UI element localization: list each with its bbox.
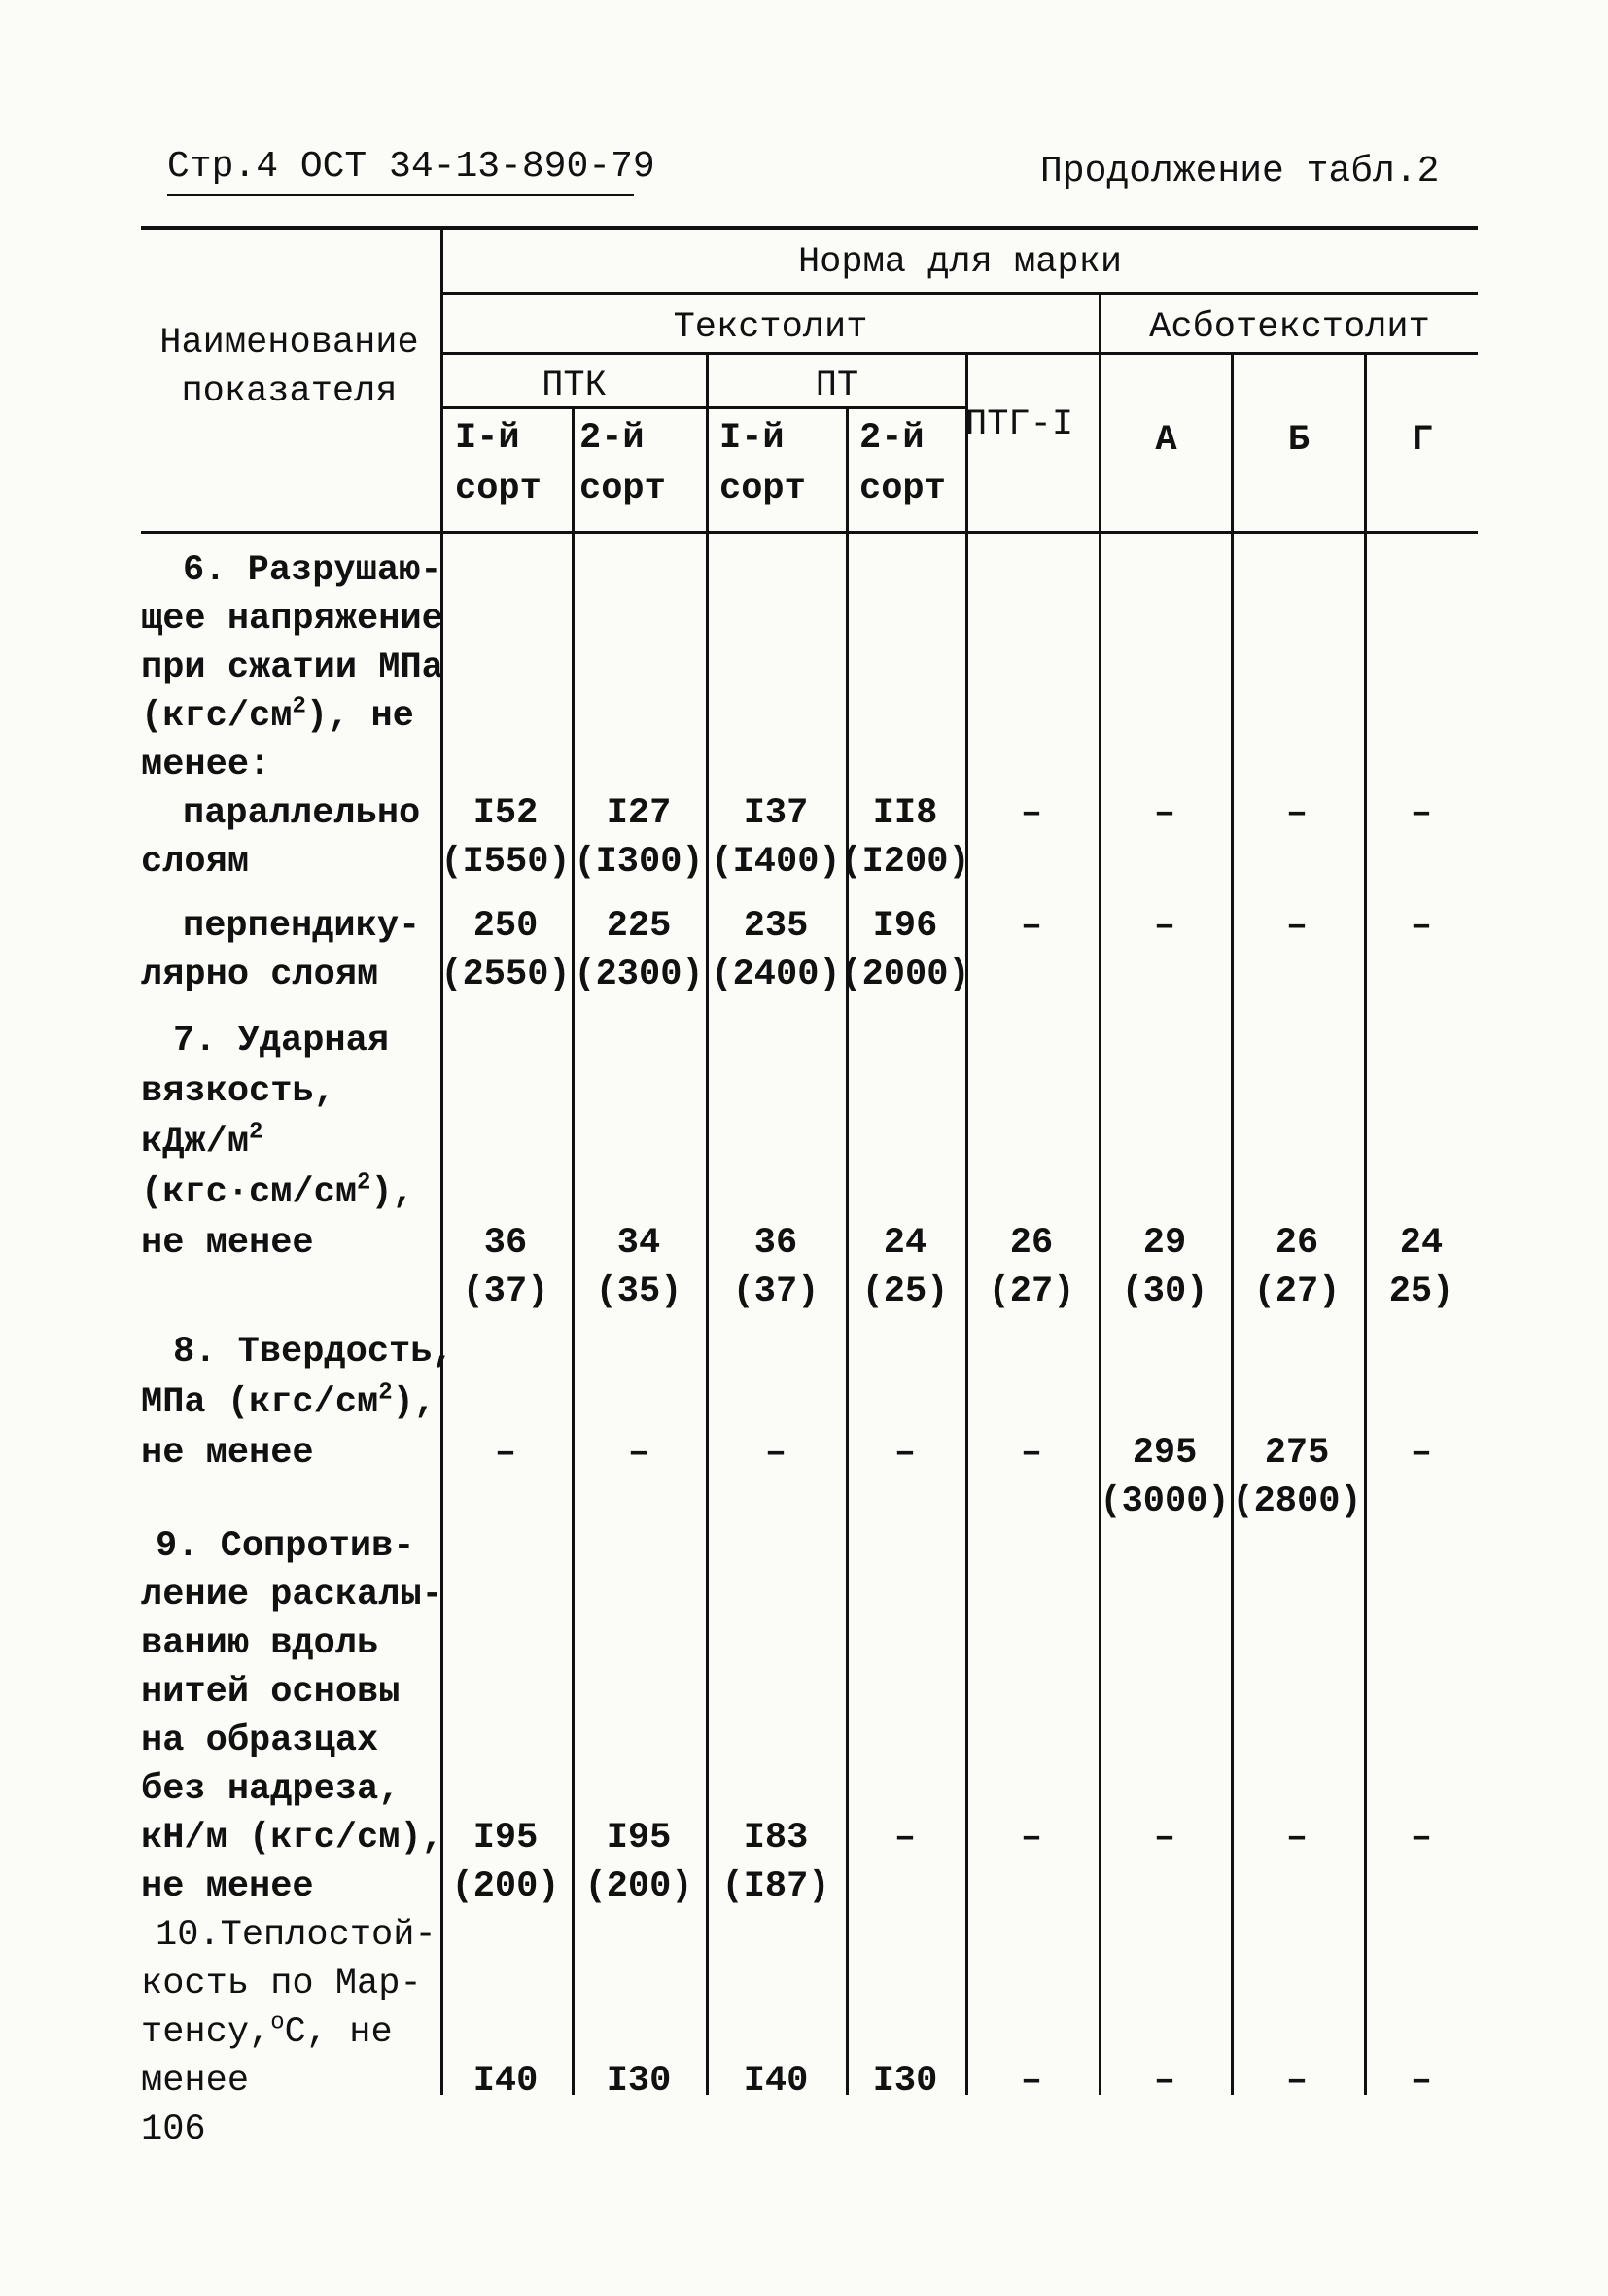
r6-parallel-col2-line2: (I300) (574, 842, 704, 883)
grade-ptk2-l1: 2-й (579, 418, 645, 459)
sub-pt: ПТ (815, 365, 859, 406)
r10-title-3: тенсу,$^o$C, не (141, 2009, 393, 2053)
col-g: Г (1411, 420, 1434, 461)
indicator-name-line2: показателя (181, 371, 398, 412)
r6-title-2: щее напряжение (141, 599, 443, 640)
r7-value-col4-line2: (25) (861, 1271, 949, 1312)
r10-title-2: кость по Мар- (141, 1964, 422, 2004)
r6-parallel-label-1: параллельно (183, 793, 421, 834)
grade-pt2-l1: 2-й (859, 418, 925, 459)
grade-pt2-l2: сорт (859, 469, 946, 509)
r9-value-col2-line2: (200) (584, 1866, 693, 1907)
r6-perp-label-1: перпендику- (183, 906, 421, 947)
r7-value-col6-line1: 29 (1142, 1223, 1187, 1264)
r8-value-col5-line1: – (1020, 1433, 1043, 1474)
r7-value-col2-line1: 34 (616, 1223, 661, 1264)
r7-value-col6-line2: (30) (1121, 1271, 1208, 1312)
r8-value-col1-line1: – (494, 1433, 517, 1474)
r9-title-1: 9. Сопротив- (156, 1526, 415, 1567)
r6-parallel-col3-line1: I37 (743, 793, 809, 834)
r9-value-col1-line1: I95 (472, 1818, 539, 1859)
rule-under-groups (442, 352, 1478, 355)
r6-title-1: 6. Разрушаю- (183, 550, 442, 591)
r6-parallel-col5-line1: – (1020, 793, 1043, 834)
r6-parallel-col6-line1: – (1153, 793, 1176, 834)
r6-perp-col2-line2: (2300) (574, 955, 704, 995)
r7-value-col4-line1: 24 (883, 1223, 927, 1264)
col-ptg: ПТГ-I (965, 404, 1074, 445)
r6-perp-col8-line1: – (1410, 906, 1433, 947)
r6-perp-col4-line2: (2000) (840, 955, 970, 995)
group-asbotextolite: Асботекстолит (1149, 307, 1430, 348)
r9-title-4: нитей основы (141, 1672, 401, 1713)
r7-value-col3-line1: 36 (753, 1223, 798, 1264)
r8-title-3: не менее (141, 1433, 314, 1474)
r9-value-col3-line2: (I87) (721, 1866, 830, 1907)
r6-parallel-col3-line2: (I400) (711, 842, 841, 883)
r6-perp-col3-line1: 235 (743, 906, 809, 947)
norm-for-grade: Норма для марки (797, 242, 1123, 283)
r10-value-col3-line1: I40 (743, 2061, 809, 2102)
r10-value-col4-line1: I30 (872, 2061, 938, 2102)
r6-title-5: менее: (141, 745, 271, 785)
r7-value-col7-line2: (27) (1253, 1271, 1341, 1312)
r7-title-5: не менее (141, 1223, 314, 1264)
r7-title-1: 7. Ударная (173, 1021, 390, 1061)
r6-perp-col7-line1: – (1285, 906, 1309, 947)
r6-parallel-col8-line1: – (1410, 793, 1433, 834)
r9-title-3: ванию вдоль (141, 1623, 379, 1664)
grade-ptk1-l1: I-й (455, 418, 520, 459)
r10-value-col5-line1: – (1020, 2061, 1043, 2102)
page-header-left: Стр.4 ОСТ 34-13-890-79 (167, 146, 655, 188)
col-a: А (1155, 420, 1177, 461)
r6-parallel-col4-line2: (I200) (840, 842, 970, 883)
table-top-rule (141, 226, 1478, 230)
rule-under-norm (442, 292, 1478, 295)
r10-value-col1-line1: I40 (472, 2061, 539, 2102)
r6-perp-col6-line1: – (1153, 906, 1176, 947)
r7-title-2: вязкость, (141, 1071, 335, 1112)
r9-value-col8-line1: – (1410, 1818, 1433, 1859)
r9-title-8: не менее (141, 1866, 314, 1907)
r10-value-col7-line1: – (1285, 2061, 1309, 2102)
r8-value-col2-line1: – (627, 1433, 650, 1474)
r6-perp-col2-line1: 225 (606, 906, 672, 947)
r6-parallel-label-2: слоям (141, 842, 250, 883)
r6-perp-col5-line1: – (1020, 906, 1043, 947)
page-number: 106 (141, 2109, 206, 2150)
r9-value-col4-line1: – (893, 1818, 917, 1859)
r8-title-1: 8. Твердость, (173, 1332, 454, 1373)
r10-title-1: 10.Теплостой- (156, 1915, 437, 1956)
r7-value-col7-line1: 26 (1275, 1223, 1319, 1264)
r9-title-2: ление раскалы- (141, 1575, 443, 1616)
r8-value-col7-line1: 275 (1264, 1433, 1330, 1474)
r9-value-col2-line1: I95 (606, 1818, 672, 1859)
r8-value-col4-line1: – (893, 1433, 917, 1474)
r6-parallel-col7-line1: – (1285, 793, 1309, 834)
r9-value-col3-line1: I83 (743, 1818, 809, 1859)
r10-title-4: менее (141, 2061, 250, 2102)
r8-title-2: МПа $(кгс/см^2)$, (141, 1379, 437, 1423)
r7-title-4: $(кгс\cdot см/см^2)$, (141, 1169, 414, 1213)
r7-value-col5-line1: 26 (1009, 1223, 1054, 1264)
r10-value-col2-line1: I30 (606, 2061, 672, 2102)
col-b: Б (1287, 420, 1311, 461)
r6-perp-col3-line2: (2400) (711, 955, 841, 995)
r9-value-col6-line1: – (1153, 1818, 1176, 1859)
r9-title-5: на образцах (141, 1721, 379, 1761)
r7-value-col3-line2: (37) (732, 1271, 820, 1312)
r6-title-4: $(кгс/см^2)$, не (141, 693, 414, 737)
grade-pt1-l1: I-й (719, 418, 785, 459)
r9-title-7: кН/м (кгс/см), (141, 1818, 443, 1859)
r7-value-col8-line1: 24 (1399, 1223, 1444, 1264)
r8-value-col3-line1: – (764, 1433, 787, 1474)
r7-value-col1-line2: (37) (462, 1271, 549, 1312)
r6-perp-col4-line1: I96 (872, 906, 938, 947)
r7-value-col1-line1: 36 (483, 1223, 528, 1264)
r9-title-6: без надреза, (141, 1769, 401, 1810)
r9-value-col5-line1: – (1020, 1818, 1043, 1859)
r8-value-col7-line2: (2800) (1232, 1481, 1362, 1522)
r6-perp-label-2: лярно слоям (141, 955, 379, 995)
r7-title-3: кДж/$м^2$ (141, 1119, 263, 1163)
r6-parallel-col2-line1: I27 (606, 793, 672, 834)
header-underline (167, 194, 634, 196)
r6-parallel-col1-line2: (I550) (440, 842, 571, 883)
header-bottom-rule (141, 531, 1478, 534)
r6-parallel-col1-line1: I52 (472, 793, 539, 834)
r10-value-col6-line1: – (1153, 2061, 1176, 2102)
r8-value-col6-line2: (3000) (1100, 1481, 1230, 1522)
grade-ptk2-l2: сорт (579, 469, 666, 509)
group-textolite: Текстолит (673, 307, 868, 348)
sub-ptk: ПТК (542, 365, 607, 406)
indicator-name-line1: Наименование (159, 323, 419, 364)
r7-value-col8-line2: 25) (1388, 1271, 1454, 1312)
page-header-right: Продолжение табл.2 (1040, 151, 1440, 192)
r6-perp-col1-line2: (2550) (440, 955, 571, 995)
r10-value-col8-line1: – (1410, 2061, 1433, 2102)
r9-value-col7-line1: – (1285, 1818, 1309, 1859)
r6-perp-col1-line1: 250 (472, 906, 539, 947)
r6-title-3: при сжатии МПа (141, 647, 443, 688)
r8-value-col8-line1: – (1410, 1433, 1433, 1474)
r8-value-col6-line1: 295 (1132, 1433, 1198, 1474)
grade-pt1-l2: сорт (719, 469, 806, 509)
grade-ptk1-l2: сорт (455, 469, 542, 509)
r7-value-col2-line2: (35) (595, 1271, 682, 1312)
r6-parallel-col4-line1: II8 (872, 793, 938, 834)
r7-value-col5-line2: (27) (988, 1271, 1075, 1312)
r9-value-col1-line2: (200) (451, 1866, 560, 1907)
